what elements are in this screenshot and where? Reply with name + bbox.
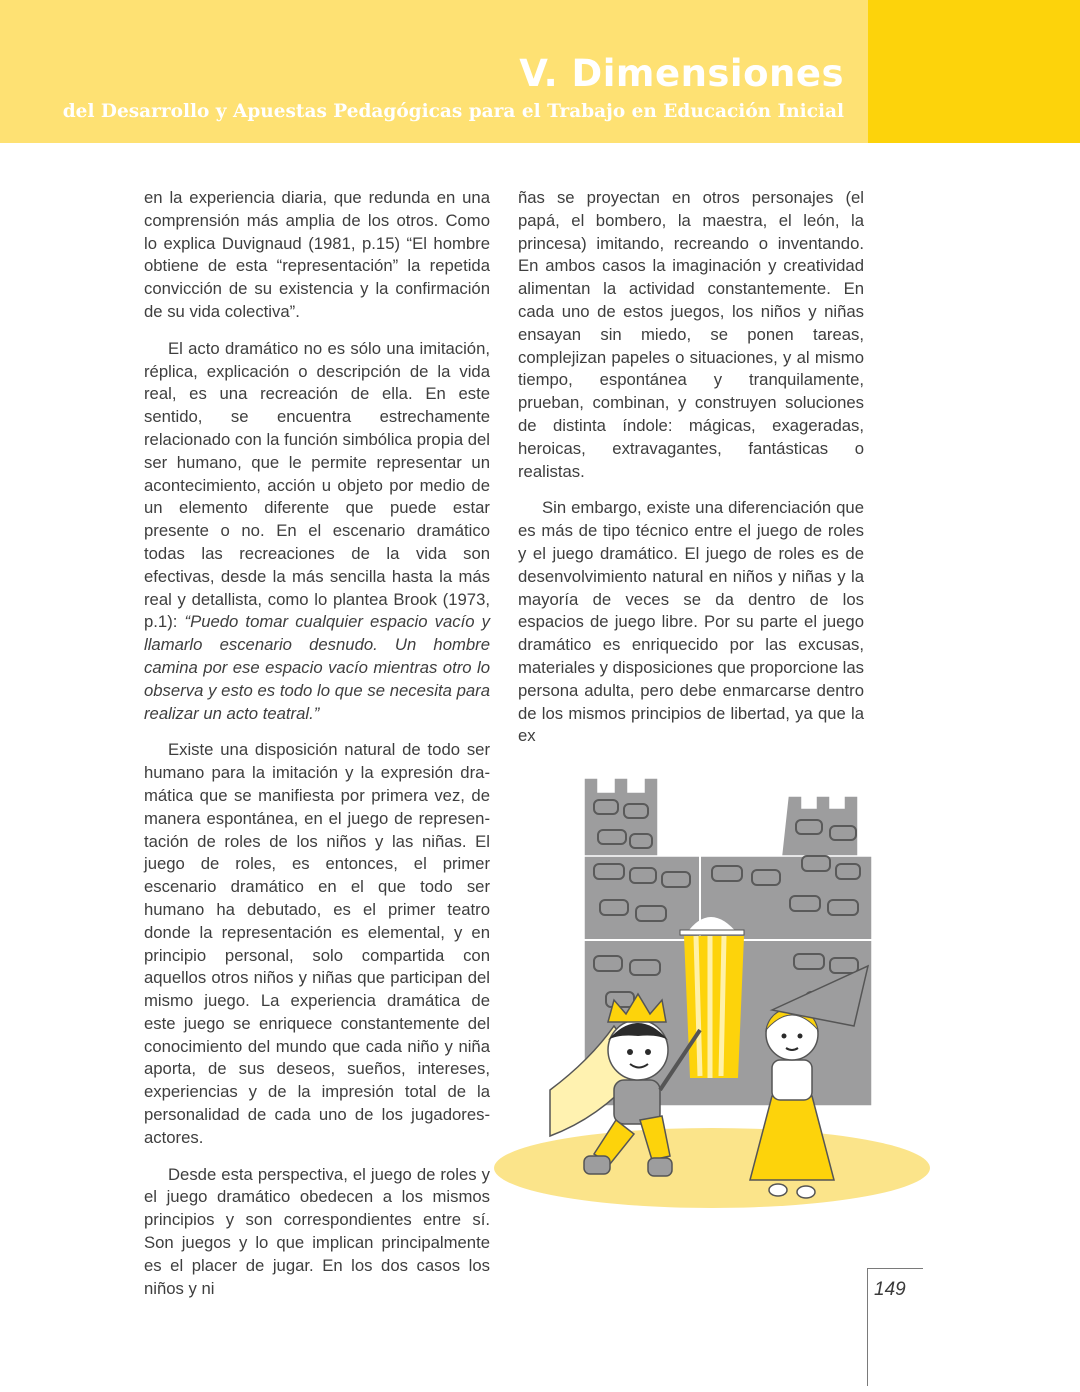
paragraph-text: El acto dramático no es sólo una imitación, réplica, explicación o descripción de la vida real, es una recreación de ella. En este sentido, se encuentra estrechamente relacionado con la función simbólica propia del ser humano, que le permite representar un acontecimiento, acción u objeto por medio de un elemento diferente que puede estar presente o no. En el escenario dramático todas las recreaciones de la vida son efectivas, desde la más sencilla hasta la más real y detallista, como lo plantea Brook (1973, p.1):	[144, 338, 491, 632]
paragraph	[144, 338, 490, 726]
stage-floor	[494, 1128, 930, 1208]
paragraph: Existe una disposición natural de todo ser humano para la imitación y la expresión dramática que se manifiesta por primera vez, de manera espontánea, en el juego de representación de roles de los niños y las niñas. El juego de roles, es entonces, el primer escenario dramático en el que todo ser humano ha debutado, es el primer teatro donde la representación es elemental, y en principio personal, solo compartida con aquellos otros niños y niñas que participan del mismo juego. La experiencia dramática de este juego se enriquece constantemente del conocimiento del mundo que cada niño y niña aporta, de sus deseos, sueños, intereses, experiencias y de la impresión total de la personalidad de cada uno de los jugadores-actores.	[144, 740, 490, 1147]
castle-children-illustration	[490, 760, 940, 1210]
footer-rule-vertical	[867, 1268, 868, 1386]
curtain-rod	[680, 930, 744, 935]
paragraph: Desde esta perspectiva, el juego de roles y el juego dramático obedecen a los mismos principios y son correspondientes entre sí. Son juegos y lo que implican principalmente es el placer de jugar. En los dos casos los niños y ni	[144, 1164, 490, 1298]
curtain	[684, 936, 744, 1078]
footer-rule-horizontal	[867, 1268, 923, 1269]
brook-quote: “Puedo tomar cualquier espacio vacío y llamarlo escenario desnudo. Un hombre camina por ese espacio vacío mientras otro lo observa y esto es todo lo que se necesita para realizar un acto teatral.”	[144, 612, 491, 723]
left-text-column	[144, 187, 490, 1314]
paragraph: en la experiencia diaria, que redunda en una comprensión más amplia de los otros. Como lo explica Duvignaud (1981, p.15) “El hombre obtiene de esta “representación” la repetida convicción de su existencia y la confirmación de su vida colectiva”.	[144, 188, 490, 321]
header-accent-block	[868, 0, 1080, 143]
right-text-column	[518, 187, 864, 762]
page-number: 149	[874, 1279, 906, 1300]
chapter-title: V. Dimensiones	[519, 52, 844, 95]
paragraph: Sin embargo, existe una diferenciación que es más de tipo técnico entre el juego de roles y el juego dramático. El juego de roles es de desenvolvimiento natural en niños y niñas y la mayoría de veces se da dentro de los espacios de juego libre. Por su parte el juego dramático es enriquecido por las excusas, materiales y disposiciones que proporcione las persona adulta, pero debe enmarcarse dentro de los mismos principios de libertad, ya que la ex	[518, 498, 864, 746]
paragraph: ñas se proyectan en otros personajes (el papá, el bombero, la maestra, el león, la princesa) imitando, recreando o inventando. En ambos casos la imaginación y creatividad alimentan la actividad constantemente. En cada uno de estos juegos, los niños y niñas ensayan sin miedo, se ponen tareas, complejizan papeles o situaciones, y al mismo tiempo, espontánea y tranquilamente, prueban, combinan, y construyen soluciones de distinta índole: mágicas, exageradas, heroicas, extravagantes, fantásticas o realistas.	[518, 188, 864, 481]
chapter-subtitle: del Desarrollo y Apuestas Pedagógicas para el Trabajo en Educación Inicial	[62, 101, 844, 122]
